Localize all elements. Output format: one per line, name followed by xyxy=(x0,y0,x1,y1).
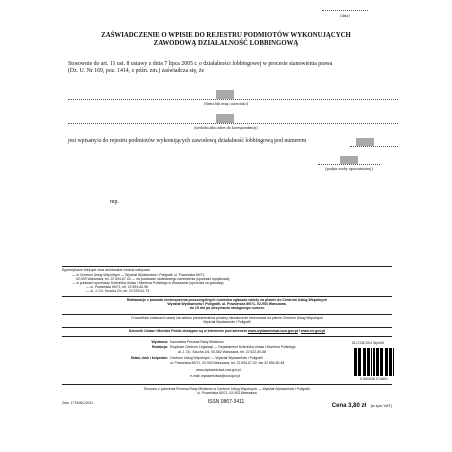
address-change-line-2: Wydział Wydawnictw i Poligrafii xyxy=(203,320,251,324)
complaints-line-2: Wydział Wydawnictw i Poligrafii, ul. Powsińska 69/71, 02-903 Warszawa, xyxy=(167,302,287,306)
price-block xyxy=(330,399,392,410)
printed-by-line-1: Tłoczono z polecenia Prezesa Rady Ministrów w Centrum Usług Wspólnych — Wydział Wydawnictw i Poligrafii, xyxy=(143,387,311,391)
firm-dotted-line xyxy=(68,99,398,100)
document-title-line-2: ZAWODOWĄ DZIAŁALNOŚĆ LOBBINGOWĄ xyxy=(153,40,299,47)
intro-line-1: Stosownie do art. 11 ust. 8 ustawy z dnia 7 lipca 2005 r. o działalności lobbingowej w procesie stanowienia prawa xyxy=(68,61,333,67)
order-number: Zam. 1776/WC/2011 xyxy=(62,401,94,405)
issn-number: ISSN 0867-3411 xyxy=(207,399,245,405)
sale-line-2: 02-903 Warszawa, tel. 22 694-67-02 — na podstawie nadesłanego zamówienia (sprzedaż wysyłkowa); xyxy=(76,277,231,281)
barcode-stripe xyxy=(382,348,383,376)
sale-line-5: — ul. J. Ch. Szucha 2/4, tel. 22 629-61-73 xyxy=(86,289,150,293)
signature-redacted xyxy=(340,156,358,164)
online-link-1[interactable]: www.wydawnictwa.cuw.gov.pl xyxy=(247,329,298,333)
intro-line-2: (Dz. U. Nr 169, poz. 1414, z późn. zm.) zaświadcza się, że xyxy=(68,68,205,74)
publisher-text-5: ul. Powsińska 69/71, 02-903 Warszawa, tel. 22 694-67-02, fax 22 694-60-48 xyxy=(170,361,285,365)
ean-barcode xyxy=(354,348,394,376)
register-number-dotted-line xyxy=(350,146,398,147)
online-link-2[interactable]: www.rcl.gov.pl xyxy=(300,329,326,333)
publisher-text-4: Centrum Usług Wspólnych — Wydział Wydawnictw i Poligrafii xyxy=(170,356,263,360)
publisher-email[interactable]: e-mail: wydawnictwa@cuw.gov.pl xyxy=(190,374,241,378)
seal-placeholder: mp. xyxy=(110,199,119,205)
barcode-stripe xyxy=(378,348,379,376)
publisher-label-1: Wydawca: xyxy=(151,340,168,344)
seat-redacted-field xyxy=(216,114,234,123)
publication-code: DU 2136 2011 Wyd.06 xyxy=(352,341,384,345)
sale-line-3: — w punktach sprzedaży Dziennika Ustaw i Monitora Polskiego w Warszawie (sprzedaż za gotówkę): xyxy=(72,281,225,285)
date-dotted-line xyxy=(322,10,368,11)
barcode-stripe xyxy=(360,348,361,376)
price-value: Cena 3,80 zł xyxy=(331,403,367,409)
online-separator: i xyxy=(298,329,300,333)
barcode-stripe xyxy=(374,348,375,376)
info-top-rule xyxy=(62,266,392,267)
printed-by-line-2: ul. Powsińska 69/71, 02-903 Warszawa xyxy=(197,391,257,395)
barcode-digits: 5 900026 274601 xyxy=(360,377,388,381)
publisher-website[interactable]: www.wydawnictwa.cuw.gov.pl xyxy=(196,368,241,372)
document-title-line-1: ZAŚWIADCZENIE O WPISIE DO REJESTRU PODMIOTÓW WYKONUJĄCYCH xyxy=(101,32,351,39)
firm-redacted-field xyxy=(216,90,234,99)
sale-title: Egzemplarze bieżące oraz archiwalne można nabywać: xyxy=(62,268,151,272)
address-change-line-1: O wszelkich zmianach nazwy lub adresu prenumeratora prosimy niezwłocznie informować na piśmie Centrum Usług Wspólnych xyxy=(131,316,323,320)
complaints-line-1: Reklamacje z powodu niedoręczenia poszczególnych numerów zgłaszać należy na piśmie do Centrum Usług Wspólnych xyxy=(126,298,328,302)
barcode-stripe xyxy=(365,348,366,376)
firm-caption: (firma lub imię i nazwisko) xyxy=(204,101,248,106)
date-caption: (data) xyxy=(340,13,350,18)
sale-line-1: — w Centrum Usług Wspólnych — Wydział Wydawnictw i Poligrafii, ul. Powsińska 69/71, xyxy=(72,273,206,277)
online-top-rule xyxy=(62,327,392,328)
online-availability xyxy=(62,329,392,334)
publisher-text-1: Kancelaria Prezesa Rady Ministrów xyxy=(170,340,224,344)
online-text: Dziennik Ustaw i Monitor Polski dostępne są w Internecie pod adresem xyxy=(128,329,247,333)
address-change-top-rule xyxy=(62,314,392,315)
complaints-top-rule xyxy=(62,296,392,297)
barcode-stripe xyxy=(364,348,365,376)
price-vat-note: (w tym VAT) xyxy=(370,403,392,408)
barcode-stripe xyxy=(356,348,357,376)
publisher-label-4: Skład, druk i kolportaż: xyxy=(130,356,168,360)
seat-dotted-line xyxy=(68,123,398,124)
register-number-redacted xyxy=(356,138,374,146)
publisher-label-2: Redakcja: xyxy=(151,345,168,349)
publisher-text-2: Rządowe Centrum Legislacji — Departament Dziennika Ustaw i Monitora Polskiego xyxy=(170,345,296,349)
printed-by-top-rule xyxy=(62,384,392,385)
publisher-text-3: al. J. Ch. Szucha 2/4, 00-582 Warszawa, tel. 22 622-50-58 xyxy=(178,350,266,354)
registered-text: jest wpisany/a do rejestru podmiotów wykonujących zawodową działalność lobbingową pod numerem xyxy=(68,138,307,144)
complaints-line-3: do 15 dni po otrzymaniu następnego numeru xyxy=(189,306,265,310)
signature-caption: (podpis osoby upoważnionej) xyxy=(325,166,373,171)
sale-line-4: — ul. Powsińska 69/71, tel. 22 694-60-96 xyxy=(86,285,149,289)
publisher-top-rule xyxy=(62,336,392,337)
signature-dotted-line xyxy=(318,164,380,165)
seat-caption: (siedziba albo adres do korespondencji) xyxy=(194,125,258,130)
